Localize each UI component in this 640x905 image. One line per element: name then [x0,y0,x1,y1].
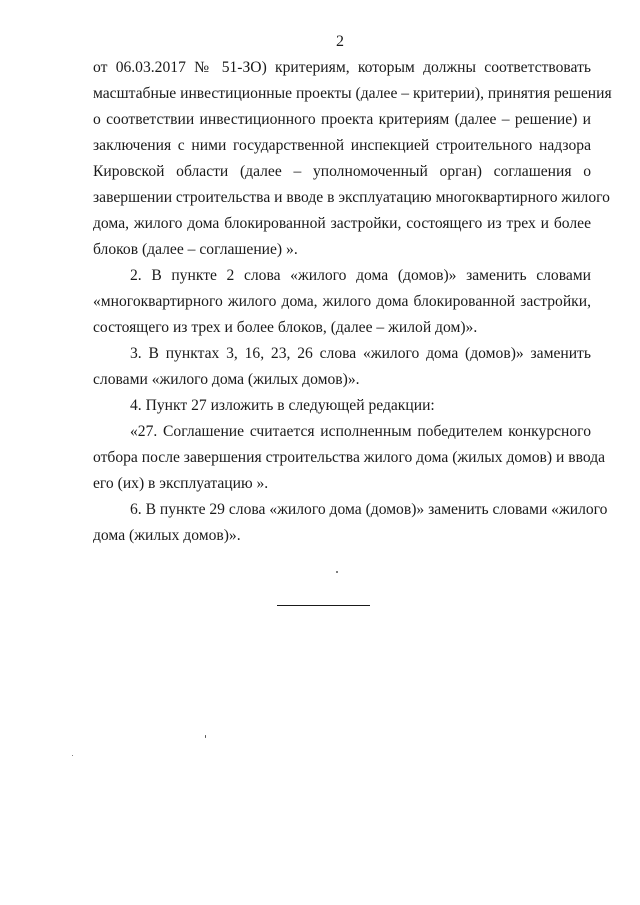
text-line: 2. В пункте 2 слова «жилого дома (домов)» заменить словами [130,267,591,284]
text-line: состоящего из трех и более блоков, (далее – жилой дом)». [93,319,478,336]
text-line: его (их) в эксплуатацию ». [93,475,269,492]
paragraph-5 [93,419,606,497]
paragraph-1 [93,55,612,263]
scan-speck [336,571,338,573]
page-number: 2 [336,33,344,50]
scan-speck [205,735,206,738]
text-line: 4. Пункт 27 изложить в следующей редакции: [130,397,435,414]
text-line: дома (жилых домов)». [93,527,241,544]
text-line: завершении строительства и вводе в эксплуатацию многоквартирного жилого [93,189,610,206]
paragraph-4 [93,393,591,419]
paragraph-2 [93,263,591,341]
text-line: заключения с ними государственной инспекцией строительного надзора [93,137,591,154]
text-line: словами «жилого дома (жилых домов)». [93,371,360,388]
text-line: «27. Соглашение считается исполненным победителем конкурсного [130,423,591,440]
text-line: о соответствии инвестиционного проекта критериям (далее – решение) и [93,111,591,128]
end-separator-line [277,605,370,606]
text-line: 3. В пунктах 3, 16, 23, 26 слова «жилого дома (домов)» заменить [130,345,591,362]
text-line: блоков (далее – соглашение) ». [93,241,298,258]
document-body [93,55,612,549]
text-line: масштабные инвестиционные проекты (далее – критерии), принятия решения [93,85,612,102]
paragraph-6 [93,497,608,549]
text-line: «многоквартирного жилого дома, жилого дома блокированной застройки, [93,293,591,310]
text-line: от 06.03.2017 № 51-ЗО) критериям, которым должны соответствовать [93,59,591,76]
paragraph-3 [93,341,591,393]
text-line: отбора после завершения строительства жилого дома (жилых домов) и ввода [93,449,606,466]
scan-speck [72,755,73,756]
text-line: дома, жилого дома блокированной застройки, состоящего из трех и более [93,215,591,232]
text-line: 6. В пункте 29 слова «жилого дома (домов)» заменить словами «жилого [130,501,608,518]
text-line: Кировской области (далее – уполномоченный орган) соглашения о [93,163,591,180]
